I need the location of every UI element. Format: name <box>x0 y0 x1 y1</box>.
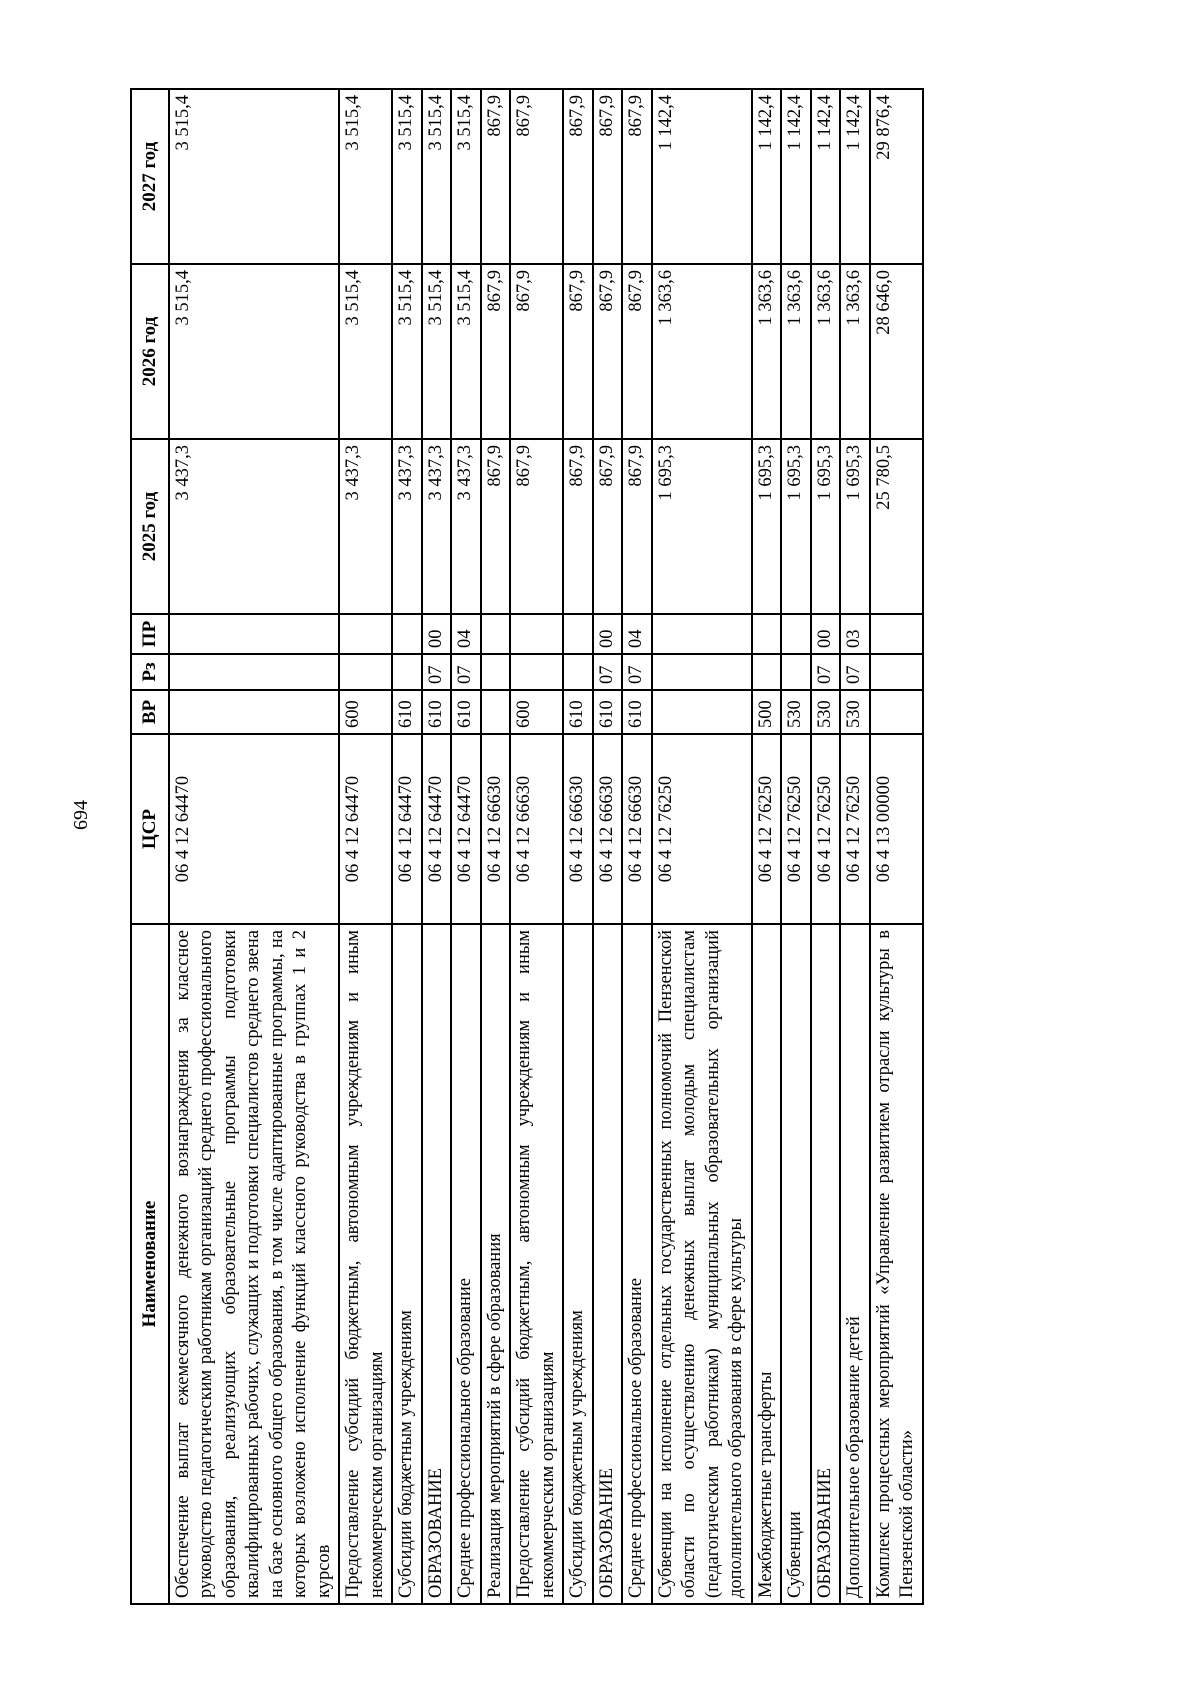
cell-2026: 867,9 <box>510 264 563 439</box>
cell-csr: 06 4 12 66630 <box>593 734 622 924</box>
cell-pr <box>652 614 752 654</box>
cell-rz <box>870 654 923 690</box>
cell-vr: 610 <box>392 690 421 734</box>
header-name: Наименование <box>131 924 169 1604</box>
cell-csr: 06 4 12 64470 <box>169 734 339 924</box>
rotated-table-container <box>130 90 1052 1605</box>
cell-rz <box>781 654 810 690</box>
table-row <box>451 89 480 1604</box>
cell-2025: 867,9 <box>481 439 510 614</box>
cell-2027: 867,9 <box>481 89 510 264</box>
cell-2027: 3 515,4 <box>422 89 451 264</box>
page-number: 694 <box>70 800 92 830</box>
cell-2027: 867,9 <box>593 89 622 264</box>
table-row <box>510 89 563 1604</box>
cell-2025: 1 695,3 <box>781 439 810 614</box>
cell-vr <box>169 690 339 734</box>
cell-name: Реализация мероприятий в сфере образования <box>481 924 510 1604</box>
cell-name: Обеспечение выплат ежемесячного денежного вознаграждения за классное руководство педагогическим работникам организаций среднего профессионального образования, реализующих образовательные программы подготовки квалифицированных рабочих, служащих и подготовки специалистов среднего звена на базе основного общего образования, в том числе адаптированные программы, на которых возложено исполнение функций классного руководства в группах 1 и 2 курсов <box>169 924 339 1604</box>
cell-vr: 530 <box>781 690 810 734</box>
cell-rz: 07 <box>593 654 622 690</box>
cell-vr: 500 <box>752 690 781 734</box>
cell-2027: 867,9 <box>563 89 592 264</box>
table-row <box>422 89 451 1604</box>
cell-2025: 1 695,3 <box>652 439 752 614</box>
cell-rz <box>652 654 752 690</box>
cell-pr <box>563 614 592 654</box>
cell-pr: 00 <box>422 614 451 654</box>
cell-2025: 1 695,3 <box>752 439 781 614</box>
cell-pr <box>339 614 392 654</box>
table-row <box>563 89 592 1604</box>
cell-rz: 07 <box>422 654 451 690</box>
cell-name: ОБРАЗОВАНИЕ <box>422 924 451 1604</box>
header-rz: Рз <box>131 654 169 690</box>
table-row <box>870 89 923 1604</box>
cell-csr: 06 4 12 76250 <box>652 734 752 924</box>
cell-rz <box>752 654 781 690</box>
cell-vr: 610 <box>622 690 651 734</box>
table-row <box>840 89 869 1604</box>
table-row <box>811 89 840 1604</box>
cell-pr <box>481 614 510 654</box>
cell-csr: 06 4 12 66630 <box>622 734 651 924</box>
cell-csr: 06 4 12 64470 <box>422 734 451 924</box>
cell-2025: 1 695,3 <box>811 439 840 614</box>
cell-pr <box>752 614 781 654</box>
table-row <box>481 89 510 1604</box>
cell-vr: 530 <box>811 690 840 734</box>
cell-2027: 867,9 <box>622 89 651 264</box>
cell-rz <box>510 654 563 690</box>
cell-2026: 3 515,4 <box>392 264 421 439</box>
cell-2025: 867,9 <box>563 439 592 614</box>
cell-csr: 06 4 12 66630 <box>510 734 563 924</box>
cell-2026: 3 515,4 <box>339 264 392 439</box>
cell-csr: 06 4 12 64470 <box>451 734 480 924</box>
cell-2027: 3 515,4 <box>339 89 392 264</box>
table-body <box>169 89 923 1604</box>
cell-pr <box>781 614 810 654</box>
cell-name: Комплекс процессных мероприятий «Управление развитием отрасли культуры в Пензенской области» <box>870 924 923 1604</box>
table-row <box>593 89 622 1604</box>
cell-vr: 610 <box>563 690 592 734</box>
cell-vr <box>870 690 923 734</box>
cell-name: Среднее профессиональное образование <box>451 924 480 1604</box>
cell-vr <box>652 690 752 734</box>
cell-rz: 07 <box>811 654 840 690</box>
cell-csr: 06 4 12 66630 <box>481 734 510 924</box>
cell-name: Субвенции на исполнение отдельных государственных полномочий Пензенской области по осуществлению денежных выплат молодым специалистам (педагогическим работникам) муниципальных образовательных организаций дополнительного образования в сфере культуры <box>652 924 752 1604</box>
cell-vr: 600 <box>510 690 563 734</box>
table-row <box>652 89 752 1604</box>
cell-vr: 610 <box>422 690 451 734</box>
cell-pr <box>510 614 563 654</box>
cell-rz: 07 <box>622 654 651 690</box>
cell-2027: 29 876,4 <box>870 89 923 264</box>
cell-2025: 3 437,3 <box>169 439 339 614</box>
cell-name: Субсидии бюджетным учреждениям <box>563 924 592 1604</box>
cell-pr: 00 <box>811 614 840 654</box>
cell-name: Межбюджетные трансферты <box>752 924 781 1604</box>
cell-2025: 3 437,3 <box>422 439 451 614</box>
cell-2027: 1 142,4 <box>752 89 781 264</box>
cell-vr: 610 <box>593 690 622 734</box>
cell-pr: 04 <box>451 614 480 654</box>
cell-2025: 867,9 <box>593 439 622 614</box>
cell-2025: 3 437,3 <box>451 439 480 614</box>
cell-2026: 3 515,4 <box>169 264 339 439</box>
cell-rz: 07 <box>451 654 480 690</box>
cell-2025: 3 437,3 <box>392 439 421 614</box>
cell-rz <box>169 654 339 690</box>
cell-2026: 867,9 <box>563 264 592 439</box>
cell-2025: 1 695,3 <box>840 439 869 614</box>
cell-rz <box>563 654 592 690</box>
cell-name: Среднее профессиональное образование <box>622 924 651 1604</box>
cell-2025: 867,9 <box>510 439 563 614</box>
cell-2026: 867,9 <box>481 264 510 439</box>
cell-rz <box>481 654 510 690</box>
cell-vr: 600 <box>339 690 392 734</box>
cell-2027: 1 142,4 <box>840 89 869 264</box>
cell-rz <box>339 654 392 690</box>
cell-csr: 06 4 12 76250 <box>811 734 840 924</box>
cell-csr: 06 4 12 76250 <box>781 734 810 924</box>
header-2026: 2026 год <box>131 264 169 439</box>
cell-2025: 3 437,3 <box>339 439 392 614</box>
cell-pr <box>870 614 923 654</box>
cell-csr: 06 4 12 76250 <box>840 734 869 924</box>
cell-name: Предоставление субсидий бюджетным, автономным учреждениям и иным некоммерческим организациям <box>339 924 392 1604</box>
budget-table <box>130 88 924 1605</box>
cell-vr: 610 <box>451 690 480 734</box>
cell-name: Дополнительное образование детей <box>840 924 869 1604</box>
table-row <box>392 89 421 1604</box>
cell-name: Субсидии бюджетным учреждениям <box>392 924 421 1604</box>
cell-name: ОБРАЗОВАНИЕ <box>593 924 622 1604</box>
cell-vr: 530 <box>840 690 869 734</box>
cell-2025: 867,9 <box>622 439 651 614</box>
header-pr: ПР <box>131 614 169 654</box>
cell-2026: 867,9 <box>622 264 651 439</box>
cell-pr: 00 <box>593 614 622 654</box>
cell-2026: 3 515,4 <box>422 264 451 439</box>
cell-vr <box>481 690 510 734</box>
cell-2027: 3 515,4 <box>451 89 480 264</box>
table-row <box>169 89 339 1604</box>
header-vr: ВР <box>131 690 169 734</box>
cell-name: ОБРАЗОВАНИЕ <box>811 924 840 1604</box>
cell-2026: 28 646,0 <box>870 264 923 439</box>
cell-rz: 07 <box>840 654 869 690</box>
cell-rz <box>392 654 421 690</box>
cell-2026: 1 363,6 <box>781 264 810 439</box>
cell-pr <box>392 614 421 654</box>
cell-csr: 06 4 12 66630 <box>563 734 592 924</box>
cell-name: Субвенции <box>781 924 810 1604</box>
cell-2027: 1 142,4 <box>811 89 840 264</box>
header-2027: 2027 год <box>131 89 169 264</box>
cell-csr: 06 4 12 64470 <box>339 734 392 924</box>
table-header-row <box>131 89 169 1604</box>
cell-name: Предоставление субсидий бюджетным, автономным учреждениям и иным некоммерческим организациям <box>510 924 563 1604</box>
cell-csr: 06 4 13 00000 <box>870 734 923 924</box>
cell-2025: 25 780,5 <box>870 439 923 614</box>
table-row <box>622 89 651 1604</box>
cell-2026: 867,9 <box>593 264 622 439</box>
cell-2027: 3 515,4 <box>392 89 421 264</box>
table-row <box>752 89 781 1604</box>
cell-2027: 1 142,4 <box>652 89 752 264</box>
cell-2026: 3 515,4 <box>451 264 480 439</box>
table-row <box>781 89 810 1604</box>
cell-2027: 3 515,4 <box>169 89 339 264</box>
cell-csr: 06 4 12 76250 <box>752 734 781 924</box>
cell-2027: 867,9 <box>510 89 563 264</box>
cell-2026: 1 363,6 <box>752 264 781 439</box>
table-row <box>339 89 392 1604</box>
cell-2026: 1 363,6 <box>811 264 840 439</box>
cell-csr: 06 4 12 64470 <box>392 734 421 924</box>
cell-pr <box>169 614 339 654</box>
cell-2026: 1 363,6 <box>652 264 752 439</box>
cell-pr: 03 <box>840 614 869 654</box>
header-csr: ЦСР <box>131 734 169 924</box>
cell-2026: 1 363,6 <box>840 264 869 439</box>
cell-2027: 1 142,4 <box>781 89 810 264</box>
cell-pr: 04 <box>622 614 651 654</box>
header-2025: 2025 год <box>131 439 169 614</box>
